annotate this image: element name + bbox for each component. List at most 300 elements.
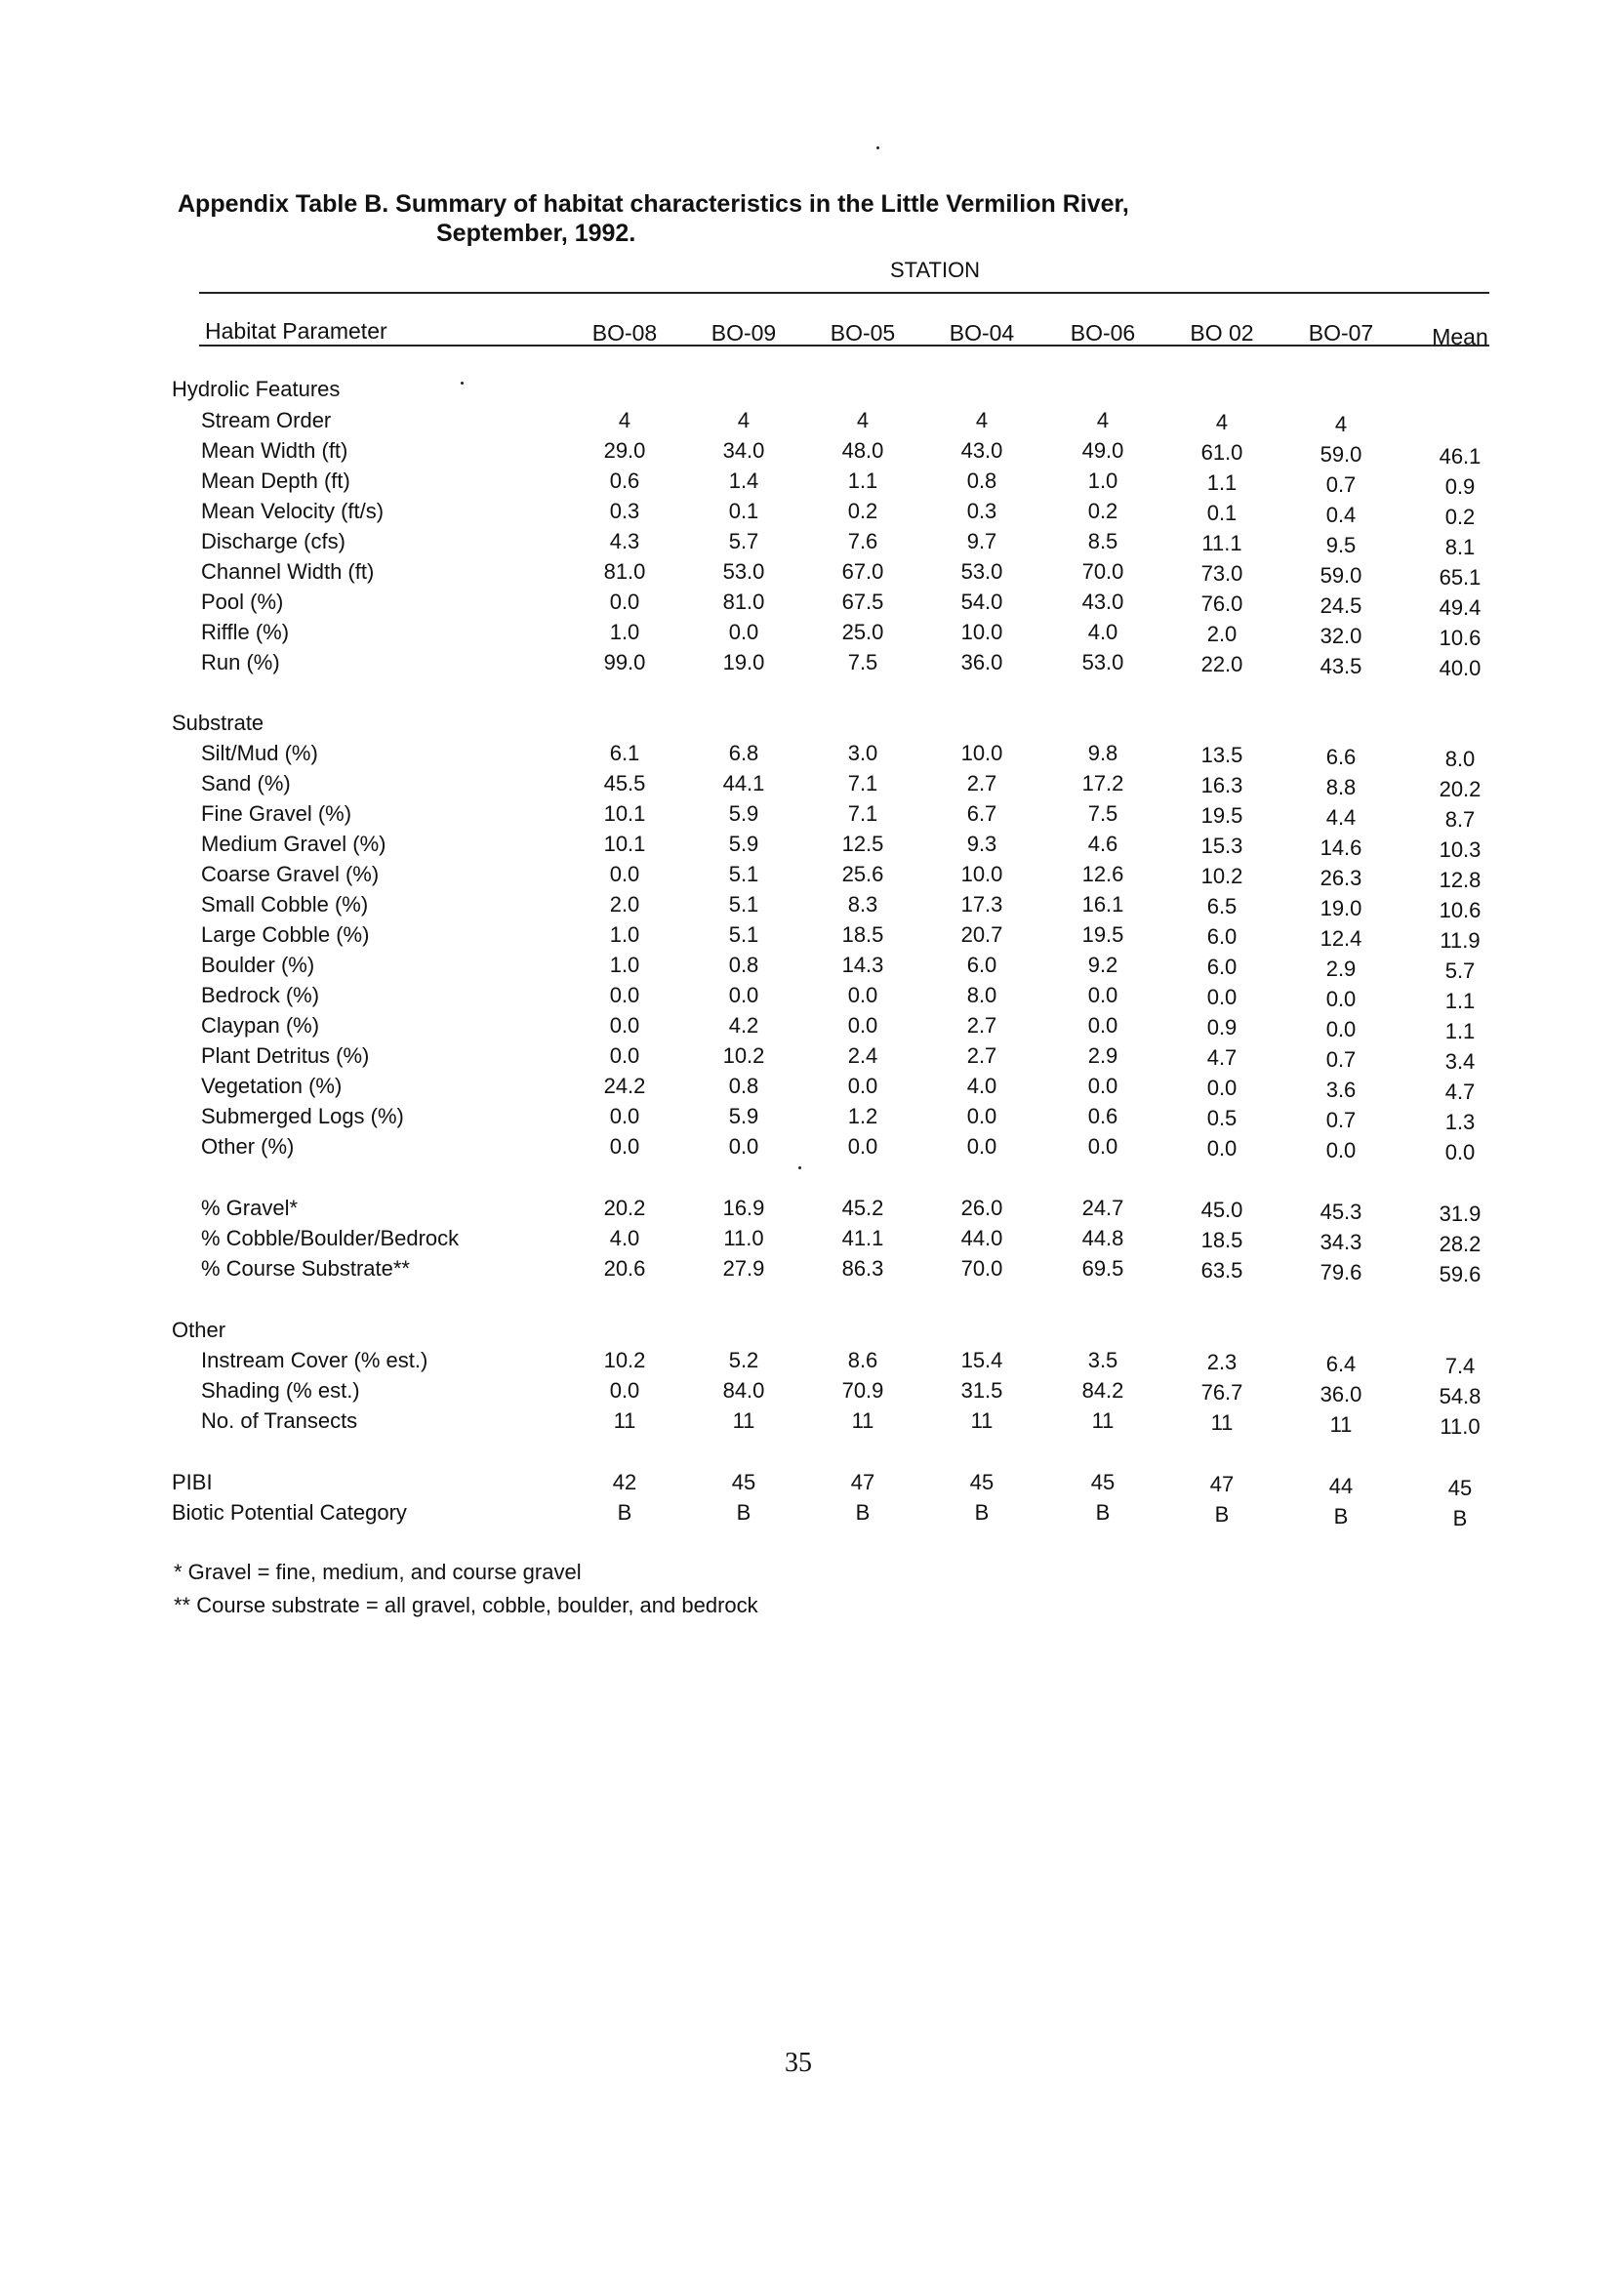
table-cell: 7.5 xyxy=(847,650,878,674)
row-label: Coarse Gravel (%) xyxy=(201,862,380,886)
table-cell: 10.0 xyxy=(960,620,1003,644)
table-cell: 5.1 xyxy=(728,922,759,947)
table-cell: 0.2 xyxy=(1087,499,1118,523)
table-cell: 1.1 xyxy=(1444,989,1476,1013)
table-cell: 26.3 xyxy=(1320,866,1362,890)
table-cell: 63.5 xyxy=(1200,1258,1243,1283)
scan-speck xyxy=(876,146,879,149)
table-cell: 11.0 xyxy=(723,1226,764,1250)
table-cell: 34.3 xyxy=(1320,1230,1362,1254)
table-cell: 0.0 xyxy=(847,1074,878,1098)
table-cell: 22.0 xyxy=(1200,652,1243,676)
table-cell: 19.5 xyxy=(1081,922,1124,947)
table-cell: 9.8 xyxy=(1087,741,1118,765)
table-cell: 29.0 xyxy=(603,438,646,463)
table-cell: 11 xyxy=(1091,1408,1115,1433)
table-cell: 44 xyxy=(1328,1474,1354,1498)
table-cell: 8.6 xyxy=(847,1348,878,1372)
table-row xyxy=(0,1043,1624,1073)
table-cell: 17.3 xyxy=(960,892,1003,917)
table-cell: 6.1 xyxy=(609,741,640,765)
table-cell: 0.0 xyxy=(609,862,640,886)
table-cell: 31.9 xyxy=(1439,1202,1482,1226)
table-cell: 0.2 xyxy=(847,499,878,523)
table-cell: 0.0 xyxy=(966,1134,997,1159)
table-cell: 36.0 xyxy=(1320,1382,1362,1406)
table-cell: 0.0 xyxy=(609,1134,640,1159)
column-header: BO-09 xyxy=(710,320,777,346)
table-cell: B xyxy=(855,1500,871,1525)
table-cell: 15.3 xyxy=(1200,834,1243,858)
table-cell: 44.1 xyxy=(722,771,765,795)
row-label: Instream Cover (% est.) xyxy=(201,1348,428,1372)
table-cell: 4.0 xyxy=(609,1226,640,1250)
table-row xyxy=(0,1134,1624,1163)
row-label: No. of Transects xyxy=(201,1408,358,1433)
table-cell: 1.1 xyxy=(1206,470,1238,495)
table-cell: 45 xyxy=(731,1470,756,1494)
table-cell: 81.0 xyxy=(722,590,765,614)
table-cell: 11 xyxy=(851,1408,874,1433)
table-cell: 14.6 xyxy=(1320,835,1362,860)
table-cell: 0.8 xyxy=(966,469,997,493)
table-cell: 0.0 xyxy=(847,1013,878,1038)
table-cell: 9.3 xyxy=(966,832,997,856)
table-cell: 0.8 xyxy=(728,1074,759,1098)
table-cell: 0.7 xyxy=(1325,1047,1357,1072)
row-label: Small Cobble (%) xyxy=(201,892,369,917)
table-cell: 19.5 xyxy=(1200,803,1243,828)
table-cell: 0.9 xyxy=(1206,1015,1238,1039)
table-cell: 6.6 xyxy=(1325,745,1357,769)
table-cell: 10.6 xyxy=(1439,626,1482,650)
table-cell: 1.1 xyxy=(1444,1019,1476,1043)
table-cell: 2.4 xyxy=(847,1043,878,1068)
table-cell: 86.3 xyxy=(841,1256,884,1281)
table-cell: 8.1 xyxy=(1444,535,1476,559)
page-number: 35 xyxy=(785,2048,812,2078)
table-cell: 8.5 xyxy=(1087,529,1118,553)
table-cell: 45 xyxy=(969,1470,995,1494)
table-cell: 49.4 xyxy=(1439,595,1482,620)
table-cell: 70.0 xyxy=(1081,559,1124,584)
table-row xyxy=(0,741,1624,770)
table-cell: 46.1 xyxy=(1439,444,1482,469)
table-cell: 8.0 xyxy=(1444,747,1476,771)
table-row xyxy=(0,1500,1624,1529)
table-cell: 0.6 xyxy=(609,469,640,493)
table-cell: 12.4 xyxy=(1320,926,1362,951)
row-label: Riffle (%) xyxy=(201,620,290,644)
table-cell: 0.1 xyxy=(1206,501,1238,525)
table-cell: 2.0 xyxy=(1206,622,1238,646)
table-cell: 10.1 xyxy=(603,832,646,856)
table-cell: 11 xyxy=(1210,1410,1234,1435)
row-label: Submerged Logs (%) xyxy=(201,1104,404,1128)
table-cell: 11.9 xyxy=(1440,928,1481,953)
table-cell: 11 xyxy=(732,1408,755,1433)
table-cell: 42 xyxy=(612,1470,637,1494)
table-cell: 12.8 xyxy=(1439,868,1482,892)
table-cell: 45 xyxy=(1090,1470,1116,1494)
table-cell: 18.5 xyxy=(841,922,884,947)
table-cell: 0.3 xyxy=(966,499,997,523)
table-cell: 67.5 xyxy=(841,590,884,614)
table-row xyxy=(0,1348,1624,1377)
table-cell: 10.3 xyxy=(1439,837,1482,862)
table-cell: 1.1 xyxy=(847,469,878,493)
table-cell: 12.6 xyxy=(1081,862,1124,886)
table-cell: 14.3 xyxy=(841,953,884,977)
table-cell: 2.0 xyxy=(609,892,640,917)
table-cell: 0.0 xyxy=(609,983,640,1007)
table-cell: 61.0 xyxy=(1200,440,1243,465)
row-label: Claypan (%) xyxy=(201,1013,320,1038)
table-cell: 26.0 xyxy=(960,1196,1003,1220)
table-cell: 0.0 xyxy=(609,1013,640,1038)
row-label: Large Cobble (%) xyxy=(201,922,370,947)
table-cell: 5.1 xyxy=(728,862,759,886)
table-cell: B xyxy=(974,1500,990,1525)
table-row xyxy=(0,499,1624,528)
table-cell: 4.0 xyxy=(1087,620,1118,644)
table-cell: 6.4 xyxy=(1325,1352,1357,1376)
table-cell: 3.0 xyxy=(847,741,878,765)
table-cell: 18.5 xyxy=(1200,1228,1243,1252)
row-label: % Course Substrate** xyxy=(201,1256,410,1281)
footnote-course-substrate: ** Course substrate = all gravel, cobble, boulder, and bedrock xyxy=(174,1593,758,1617)
table-cell: 59.0 xyxy=(1320,563,1362,588)
table-cell: 10.0 xyxy=(960,741,1003,765)
table-cell: 0.0 xyxy=(728,1134,759,1159)
table-cell: 0.0 xyxy=(609,590,640,614)
table-cell: 24.7 xyxy=(1081,1196,1124,1220)
table-row xyxy=(0,953,1624,982)
row-label: % Cobble/Boulder/Bedrock xyxy=(201,1226,460,1250)
table-cell: 53.0 xyxy=(960,559,1003,584)
table-cell: 24.2 xyxy=(603,1074,646,1098)
table-cell: 84.0 xyxy=(722,1378,765,1403)
table-cell: 34.0 xyxy=(722,438,765,463)
row-label: Plant Detritus (%) xyxy=(201,1043,370,1068)
table-cell: 99.0 xyxy=(603,650,646,674)
table-title xyxy=(178,189,1129,248)
row-label: Stream Order xyxy=(201,408,332,432)
table-row xyxy=(0,771,1624,800)
table-row xyxy=(0,1104,1624,1133)
table-cell: 24.5 xyxy=(1320,593,1362,618)
table-cell: 0.0 xyxy=(1206,1076,1238,1100)
table-cell: B xyxy=(617,1500,632,1525)
table-cell: 0.3 xyxy=(609,499,640,523)
table-row xyxy=(0,620,1624,649)
table-row xyxy=(0,529,1624,558)
table-cell: 11 xyxy=(1329,1412,1353,1437)
table-cell: 4.6 xyxy=(1087,832,1118,856)
table-cell: 20.7 xyxy=(960,922,1003,947)
table-row xyxy=(0,1256,1624,1285)
table-cell: 6.0 xyxy=(966,953,997,977)
table-cell: 8.3 xyxy=(847,892,878,917)
table-cell: 20.6 xyxy=(603,1256,646,1281)
row-label: Mean Velocity (ft/s) xyxy=(201,499,385,523)
table-cell: 10.2 xyxy=(1200,864,1243,888)
table-cell: 76.0 xyxy=(1200,591,1243,616)
table-cell: 0.7 xyxy=(1325,1108,1357,1132)
table-cell: 0.0 xyxy=(1325,987,1357,1011)
header-rule-top xyxy=(199,292,1489,294)
table-cell: 45 xyxy=(1447,1476,1473,1500)
table-cell: 11 xyxy=(970,1408,994,1433)
row-label: Boulder (%) xyxy=(201,953,315,977)
table-cell: 76.7 xyxy=(1200,1380,1243,1405)
table-cell: 4 xyxy=(856,408,870,432)
table-cell: B xyxy=(736,1500,751,1525)
table-row xyxy=(0,801,1624,831)
table-cell: 0.0 xyxy=(847,1134,878,1159)
table-cell: 48.0 xyxy=(841,438,884,463)
table-cell: 40.0 xyxy=(1439,656,1482,680)
row-label: Mean Width (ft) xyxy=(201,438,348,463)
table-row xyxy=(0,408,1624,437)
table-cell: 0.0 xyxy=(1087,1134,1118,1159)
table-cell: 11 xyxy=(613,1408,636,1433)
table-cell: 8.8 xyxy=(1325,775,1357,799)
table-cell: 16.3 xyxy=(1200,773,1243,797)
row-label: % Gravel* xyxy=(201,1196,299,1220)
table-cell: 32.0 xyxy=(1320,624,1362,648)
table-cell: 43.5 xyxy=(1320,654,1362,678)
table-cell: 70.9 xyxy=(841,1378,884,1403)
table-row xyxy=(0,1378,1624,1407)
table-cell: 0.2 xyxy=(1444,505,1476,529)
table-cell: 67.0 xyxy=(841,559,884,584)
row-label: Bedrock (%) xyxy=(201,983,320,1007)
table-row xyxy=(0,1196,1624,1225)
table-cell: 10.0 xyxy=(960,862,1003,886)
table-cell: 13.5 xyxy=(1200,743,1243,767)
row-label: Discharge (cfs) xyxy=(201,529,345,553)
table-row xyxy=(0,590,1624,619)
table-cell: 1.0 xyxy=(609,922,640,947)
table-cell: 5.7 xyxy=(1444,958,1476,983)
table-cell: 2.3 xyxy=(1206,1350,1238,1374)
table-cell: 0.7 xyxy=(1325,472,1357,497)
row-label: Shading (% est.) xyxy=(201,1378,360,1403)
table-cell: 10.2 xyxy=(603,1348,646,1372)
table-cell: 4 xyxy=(975,408,989,432)
table-cell: 11.0 xyxy=(1440,1414,1481,1439)
column-header: Mean xyxy=(1432,324,1488,349)
row-label: Biotic Potential Category xyxy=(172,1500,407,1525)
title-line-2: September, 1992. xyxy=(436,220,636,247)
table-cell: 0.0 xyxy=(1325,1017,1357,1041)
table-row xyxy=(0,892,1624,921)
table-cell: 31.5 xyxy=(960,1378,1003,1403)
table-cell: 1.0 xyxy=(609,620,640,644)
table-cell: 3.4 xyxy=(1444,1049,1476,1074)
table-cell: 7.4 xyxy=(1444,1354,1476,1378)
table-cell: 0.0 xyxy=(1206,985,1238,1009)
table-cell: 6.0 xyxy=(1206,955,1238,979)
table-cell: 10.2 xyxy=(722,1043,765,1068)
table-cell: 16.9 xyxy=(722,1196,765,1220)
table-cell: 4 xyxy=(1215,410,1229,434)
table-cell: 2.7 xyxy=(966,771,997,795)
table-cell: 45.0 xyxy=(1200,1198,1243,1222)
column-header: BO-04 xyxy=(949,320,1015,346)
table-cell: 2.9 xyxy=(1325,957,1357,981)
table-cell: 5.1 xyxy=(728,892,759,917)
table-row xyxy=(0,1013,1624,1042)
table-cell: 79.6 xyxy=(1320,1260,1362,1284)
table-cell: 1.4 xyxy=(728,469,759,493)
table-cell: 36.0 xyxy=(960,650,1003,674)
table-cell: 54.8 xyxy=(1439,1384,1482,1408)
section-label: Other xyxy=(172,1318,226,1342)
table-cell: 1.3 xyxy=(1444,1110,1476,1134)
table-row xyxy=(0,1408,1624,1438)
row-label: Other (%) xyxy=(201,1134,295,1159)
table-cell: 9.2 xyxy=(1087,953,1118,977)
table-cell: 6.0 xyxy=(1206,924,1238,949)
table-cell: 7.6 xyxy=(847,529,878,553)
table-cell: 4.7 xyxy=(1444,1080,1476,1104)
table-cell: 0.4 xyxy=(1325,503,1357,527)
table-cell: 16.1 xyxy=(1081,892,1124,917)
table-cell: 0.0 xyxy=(847,983,878,1007)
table-cell: 0.6 xyxy=(1087,1104,1118,1128)
row-label: Mean Depth (ft) xyxy=(201,469,350,493)
table-cell: 17.2 xyxy=(1081,771,1124,795)
scan-speck xyxy=(461,382,464,385)
table-cell: 0.0 xyxy=(728,620,759,644)
table-cell: 0.5 xyxy=(1206,1106,1238,1130)
table-cell: 1.0 xyxy=(1087,469,1118,493)
table-row xyxy=(0,559,1624,589)
column-header: BO-05 xyxy=(830,320,896,346)
table-cell: 0.0 xyxy=(1087,1013,1118,1038)
table-cell: 6.7 xyxy=(966,801,997,826)
section-row-hydrolic xyxy=(0,377,1624,406)
table-row xyxy=(0,650,1624,679)
table-cell: 44.8 xyxy=(1081,1226,1124,1250)
table-cell: 0.0 xyxy=(1325,1138,1357,1162)
row-label: Channel Width (ft) xyxy=(201,559,375,584)
row-label: Vegetation (%) xyxy=(201,1074,343,1098)
table-row xyxy=(0,832,1624,861)
table-row xyxy=(0,1226,1624,1255)
table-row xyxy=(0,983,1624,1012)
column-header: BO 02 xyxy=(1190,320,1254,346)
table-cell: 2.7 xyxy=(966,1013,997,1038)
row-label: Run (%) xyxy=(201,650,280,674)
table-cell: 1.0 xyxy=(609,953,640,977)
table-cell: 4.7 xyxy=(1206,1045,1238,1070)
row-label: Silt/Mud (%) xyxy=(201,741,318,765)
table-row xyxy=(0,862,1624,891)
table-cell: 53.0 xyxy=(1081,650,1124,674)
table-cell: 20.2 xyxy=(603,1196,646,1220)
header-habitat-parameter: Habitat Parameter xyxy=(205,318,387,344)
table-cell: 9.5 xyxy=(1325,533,1357,557)
table-cell: 7.1 xyxy=(847,771,878,795)
table-cell: 1.2 xyxy=(847,1104,878,1128)
table-cell: 0.8 xyxy=(728,953,759,977)
table-cell: 4 xyxy=(618,408,631,432)
row-label: Medium Gravel (%) xyxy=(201,832,386,856)
table-row xyxy=(0,1470,1624,1499)
table-cell: 3.6 xyxy=(1325,1078,1357,1102)
table-row xyxy=(0,922,1624,952)
table-cell: 0.0 xyxy=(1206,1136,1238,1161)
table-cell: 11.1 xyxy=(1201,531,1242,555)
table-cell: 4 xyxy=(737,408,751,432)
column-header: BO-07 xyxy=(1308,320,1374,346)
table-cell: 0.0 xyxy=(728,983,759,1007)
table-cell: 20.2 xyxy=(1439,777,1482,801)
table-cell: B xyxy=(1452,1506,1468,1530)
table-cell: 2.9 xyxy=(1087,1043,1118,1068)
row-label: Pool (%) xyxy=(201,590,284,614)
table-cell: 4 xyxy=(1334,412,1348,436)
table-cell: 43.0 xyxy=(960,438,1003,463)
table-cell: 6.8 xyxy=(728,741,759,765)
table-cell: 45.2 xyxy=(841,1196,884,1220)
table-cell: 70.0 xyxy=(960,1256,1003,1281)
title-line-1: Appendix Table B. Summary of habitat characteristics in the Little Vermilion River, xyxy=(178,190,1129,218)
table-cell: 54.0 xyxy=(960,590,1003,614)
table-cell: 4.0 xyxy=(966,1074,997,1098)
table-cell: 25.6 xyxy=(841,862,884,886)
table-cell: 5.9 xyxy=(728,832,759,856)
column-header: BO-08 xyxy=(591,320,658,346)
section-row-other xyxy=(0,1318,1624,1347)
table-row xyxy=(0,1074,1624,1103)
table-cell: B xyxy=(1214,1502,1230,1527)
table-cell: 0.0 xyxy=(609,1378,640,1403)
table-cell: 0.0 xyxy=(966,1104,997,1128)
table-cell: 4.2 xyxy=(728,1013,759,1038)
table-cell: 47 xyxy=(1209,1472,1235,1496)
station-label: STATION xyxy=(890,258,981,282)
table-cell: 0.0 xyxy=(1087,1074,1118,1098)
row-label: Sand (%) xyxy=(201,771,291,795)
table-cell: 59.0 xyxy=(1320,442,1362,467)
table-cell: 27.9 xyxy=(722,1256,765,1281)
table-cell: 4 xyxy=(1096,408,1110,432)
table-cell: 0.0 xyxy=(609,1104,640,1128)
table-cell: 65.1 xyxy=(1439,565,1482,590)
table-cell: 69.5 xyxy=(1081,1256,1124,1281)
table-cell: 25.0 xyxy=(841,620,884,644)
table-cell: 44.0 xyxy=(960,1226,1003,1250)
table-cell: 2.7 xyxy=(966,1043,997,1068)
table-cell: 45.5 xyxy=(603,771,646,795)
table-row xyxy=(0,469,1624,498)
footnote-gravel: * Gravel = fine, medium, and course gravel xyxy=(174,1560,582,1584)
table-cell: 4.3 xyxy=(609,529,640,553)
table-cell: 7.1 xyxy=(847,801,878,826)
section-label: Substrate xyxy=(172,711,264,735)
table-cell: 3.5 xyxy=(1087,1348,1118,1372)
table-cell: 5.9 xyxy=(728,1104,759,1128)
table-cell: 10.1 xyxy=(603,801,646,826)
table-cell: 43.0 xyxy=(1081,590,1124,614)
row-label: PIBI xyxy=(172,1470,213,1494)
table-cell: 5.2 xyxy=(728,1348,759,1372)
table-cell: 53.0 xyxy=(722,559,765,584)
